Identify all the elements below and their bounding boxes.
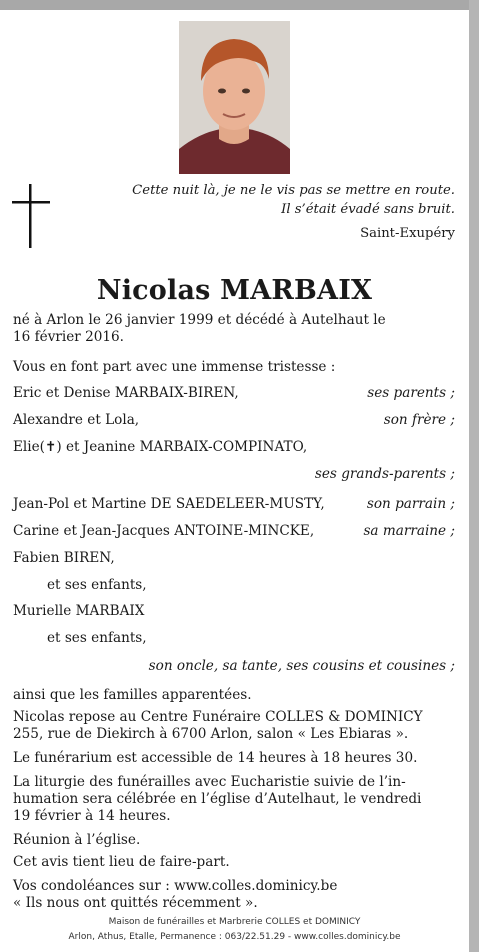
church-meeting: Réunion à l’église. <box>13 832 141 848</box>
funeral-home-name: Maison de funérailles et Marbrerie COLLES et DOMINICY <box>108 917 361 927</box>
grandparents-role: ses grands-parents ; <box>314 466 455 482</box>
intro-text: Vous en font part avec une immense tristesse : <box>13 359 336 375</box>
related-families: ainsi que les familles apparentées. <box>13 687 252 703</box>
extended-family-role: son oncle, sa tante, ses cousins et cousines ; <box>148 658 455 674</box>
uncle-name: Fabien BIREN, <box>13 550 115 566</box>
cross-icon <box>12 184 50 248</box>
epigraph-line: Cette nuit là, je ne le vis pas se mettre en route. <box>132 183 455 198</box>
liturgy-text: 19 février à 14 heures. <box>13 808 171 824</box>
birth-death-line: 16 février 2016. <box>13 329 125 345</box>
closing-text: « Ils nous ont quittés récemment ». <box>13 895 258 911</box>
portrait-photo <box>179 21 290 174</box>
aunt-name: Murielle MARBAIX <box>13 603 145 619</box>
rest-location: Nicolas repose au Centre Funéraire COLLES & DOMINICY <box>13 709 423 725</box>
parents-names: Eric et Denise MARBAIX-BIREN, <box>13 385 239 401</box>
condolences-text: Vos condoléances sur : www.colles.dominicy.be <box>13 878 338 894</box>
liturgy-text: La liturgie des funérailles avec Eucharistie suivie de l’in- <box>13 774 406 790</box>
liturgy-text: humation sera célébrée en l’église d’Autelhaut, le vendredi <box>13 791 422 807</box>
epigraph-author: Saint-Exupéry <box>360 226 455 241</box>
visiting-hours: Le funérarium est accessible de 14 heures à 18 heures 30. <box>13 750 418 766</box>
uncle-children: et ses enfants, <box>47 577 147 593</box>
brother-names: Alexandre et Lola, <box>13 412 140 428</box>
epigraph <box>55 181 455 219</box>
godfather-role: son parrain ; <box>366 496 455 512</box>
grandparents-names: Elie(✝) et Jeanine MARBAIX-COMPINATO, <box>13 439 308 455</box>
epigraph-line: Il s’était évadé sans bruit. <box>281 202 455 217</box>
brother-role: son frère ; <box>383 412 455 428</box>
godmother-names: Carine et Jean-Jacques ANTOINE-MINCKE, <box>13 523 315 539</box>
notice-text: Cet avis tient lieu de faire-part. <box>13 854 230 870</box>
aunt-children: et ses enfants, <box>47 630 147 646</box>
parents-role: ses parents ; <box>367 385 455 401</box>
funeral-home-contact: Arlon, Athus, Etalle, Permanence : 063/22.51.29 - www.colles.dominicy.be <box>68 932 401 942</box>
godfather-names: Jean-Pol et Martine DE SAEDELEER-MUSTY, <box>13 496 325 512</box>
page-edge <box>469 0 479 952</box>
birth-death-line: né à Arlon le 26 janvier 1999 et décédé à Autelhaut le <box>13 312 386 328</box>
deceased-name: Nicolas MARBAIX <box>96 275 373 306</box>
obituary-card <box>0 10 469 952</box>
godmother-role: sa marraine ; <box>363 523 455 539</box>
rest-address: 255, rue de Diekirch à 6700 Arlon, salon « Les Ebiaras ». <box>13 726 409 742</box>
